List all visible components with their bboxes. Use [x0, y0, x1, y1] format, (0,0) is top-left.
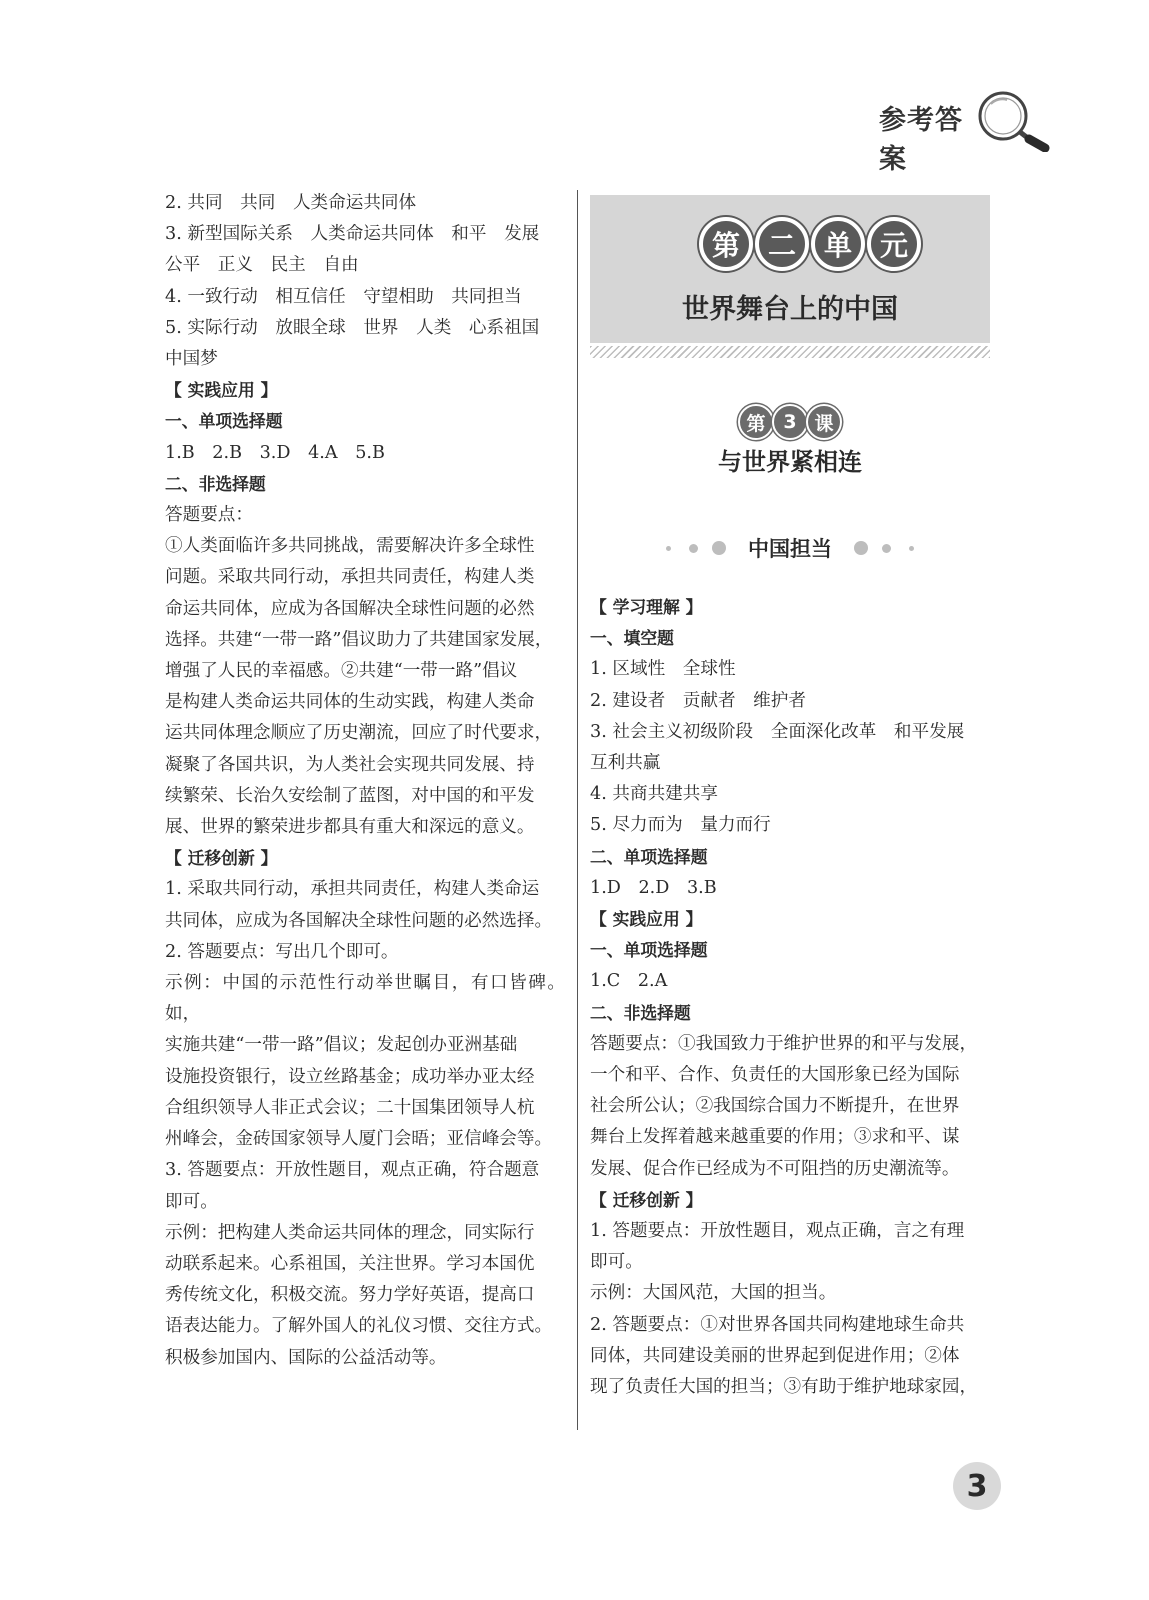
answer-line: 积极参加国内、国际的公益活动等。 — [165, 1347, 447, 1368]
answer-line: 1. 区域性 全球性 — [590, 659, 736, 680]
answer-line: 凝聚了各国共识，为人类社会实现共同发展、持 — [165, 754, 535, 775]
answer-line: 共同体，应成为各国解决全球性问题的必然选择。 — [165, 910, 553, 931]
answer-line: 互利共赢 — [590, 753, 661, 774]
answer-line: 2. 建设者 贡献者 维护者 — [590, 690, 806, 711]
answer-line: 州峰会，金砖国家领导人厦门会晤；亚信峰会等。 — [165, 1129, 553, 1150]
lesson-heading — [590, 404, 990, 477]
page-header — [879, 90, 1079, 175]
dot-icon — [854, 541, 868, 555]
answer-line: 答题要点：①我国致力于维护世界的和平与发展， — [590, 1033, 978, 1054]
section-heading-line: 二、非选择题 — [590, 1002, 691, 1023]
section-heading-line: 二、单项选择题 — [590, 846, 708, 867]
answer-line: 舞台上发挥着越来越重要的作用；③求和平、谋 — [590, 1127, 960, 1148]
section-heading-line: 【 迁移创新 】 — [165, 848, 278, 869]
answer-line: 设施投资银行，设立丝路基金；成功举办亚太经 — [165, 1066, 535, 1087]
answer-line: 3. 答题要点：开放性题目，观点正确，符合题意 — [165, 1160, 540, 1181]
section-heading-line: 一、单项选择题 — [165, 411, 283, 432]
dot-icon — [882, 544, 891, 553]
answer-line: 1. 答题要点：开放性题目，观点正确，言之有理 — [590, 1221, 965, 1242]
right-answer-column — [590, 592, 990, 1403]
answer-line: 语表达能力。了解外国人的礼仪习惯、交往方式。 — [165, 1316, 553, 1337]
answer-line: 同体，共同建设美丽的世界起到促进作用；②体 — [590, 1345, 960, 1366]
answer-line: 社会所公认；②我国综合国力不断提升，在世界 — [590, 1096, 960, 1117]
left-answer-column — [165, 188, 565, 1374]
answer-line: 命运共同体，应成为各国解决全球性问题的必然 — [165, 598, 535, 619]
unit-banner-hatch — [590, 346, 990, 358]
answer-line: 问题。采取共同行动，承担共同责任，构建人类 — [165, 567, 535, 588]
dot-icon — [909, 546, 914, 551]
answer-line: 续繁荣、长治久安绘制了蓝图，对中国的和平发 — [165, 785, 535, 806]
page-number: 3 — [953, 1462, 1001, 1510]
answer-line: 发展、促合作已经成为不可阻挡的历史潮流等。 — [590, 1158, 960, 1179]
answer-line: 示例：大国风范，大国的担当。 — [590, 1283, 837, 1304]
answer-line: 是构建人类命运共同体的生动实践，构建人类命 — [165, 692, 535, 713]
answer-line: 即可。 — [590, 1252, 643, 1273]
answer-line: 1.C 2.A — [590, 971, 668, 992]
header-title: 参考答案 — [879, 105, 963, 175]
section-heading-line: 【 迁移创新 】 — [590, 1189, 703, 1210]
answer-line: ①人类面临许多共同挑战，需要解决许多全球性 — [165, 536, 535, 557]
answer-line: 2. 答题要点：①对世界各国共同构建地球生命共 — [590, 1314, 965, 1335]
answer-line: 动联系起来。心系祖国，关注世界。学习本国优 — [165, 1253, 535, 1274]
answer-line: 1.B 2.B 3.D 4.A 5.B — [165, 442, 385, 463]
section-heading — [590, 533, 990, 563]
answer-line: 现了负责任大国的担当；③有助于维护地球家园， — [590, 1377, 978, 1398]
answer-line: 2. 共同 共同 人类命运共同体 — [165, 193, 417, 213]
answer-line: 合组织领导人非正式会议；二十国集团领导人杭 — [165, 1097, 535, 1118]
unit-title: 世界舞台上的中国 — [682, 294, 898, 325]
answer-line: 秀传统文化，积极交流。努力学好英语，提高口 — [165, 1285, 535, 1306]
column-divider — [577, 190, 578, 1430]
answer-line: 增强了人民的幸福感。②共建“一带一路”倡议 — [165, 661, 518, 682]
section-title: 中国担当 — [748, 537, 832, 561]
unit-char: 二 — [755, 217, 809, 271]
dot-icon — [712, 541, 726, 555]
unit-char: 元 — [867, 217, 921, 271]
section-heading-line: 一、单项选择题 — [590, 940, 708, 961]
unit-char: 单 — [811, 217, 865, 271]
lesson-badge-char: 第 — [738, 404, 774, 440]
section-heading-line: 二、非选择题 — [165, 473, 266, 494]
answer-line: 实施共建“一带一路”倡议；发起创办亚洲基础 — [165, 1035, 518, 1056]
lesson-title: 与世界紧相连 — [718, 448, 862, 476]
section-heading-line: 【 实践应用 】 — [165, 380, 278, 401]
answer-line: 1.D 2.D 3.B — [590, 877, 717, 898]
answer-line: 3. 新型国际关系 人类命运共同体 和平 发展 — [165, 224, 540, 245]
magnifier-icon — [969, 90, 1079, 152]
unit-banner — [590, 195, 990, 343]
unit-char: 第 — [699, 217, 753, 271]
answer-line: 5. 实际行动 放眼全球 世界 人类 心系祖国 — [165, 317, 540, 338]
answer-line: 2. 答题要点：写出几个即可。 — [165, 941, 399, 962]
dot-icon — [689, 544, 698, 553]
answer-line: 3. 社会主义初级阶段 全面深化改革 和平发展 — [590, 721, 965, 742]
answer-line: 4. 一致行动 相互信任 守望相助 共同担当 — [165, 286, 522, 307]
section-heading-line: 【 学习理解 】 — [590, 597, 703, 617]
answer-line: 示例：中国的示范性行动举世瞩目，有口皆碑。如， — [165, 973, 565, 1025]
dot-icon — [666, 546, 671, 551]
answer-line: 5. 尽力而为 量力而行 — [590, 815, 771, 836]
answer-line: 中国梦 — [165, 349, 218, 370]
answer-line: 运共同体理念顺应了历史潮流，回应了时代要求， — [165, 723, 553, 744]
answer-line: 答题要点： — [165, 505, 253, 526]
unit-label — [699, 217, 921, 271]
answer-line: 一个和平、合作、负责任的大国形象已经为国际 — [590, 1065, 960, 1086]
answer-line: 展、世界的繁荣进步都具有重大和深远的意义。 — [165, 817, 535, 838]
lesson-badge-char: 3 — [772, 404, 808, 440]
section-heading-line: 【 实践应用 】 — [590, 909, 703, 930]
section-heading-line: 一、填空题 — [590, 628, 674, 649]
answer-line: 示例：把构建人类命运共同体的理念，同实际行 — [165, 1222, 535, 1243]
answer-line: 公平 正义 民主 自由 — [165, 255, 359, 276]
answer-line: 即可。 — [165, 1191, 218, 1212]
answer-line: 选择。共建“一带一路”倡议助力了共建国家发展， — [165, 629, 553, 650]
lesson-badge-char: 课 — [806, 404, 842, 440]
lesson-badge — [739, 404, 841, 440]
answer-line: 1. 采取共同行动，承担共同责任，构建人类命运 — [165, 879, 540, 900]
answer-line: 4. 共商共建共享 — [590, 784, 718, 805]
